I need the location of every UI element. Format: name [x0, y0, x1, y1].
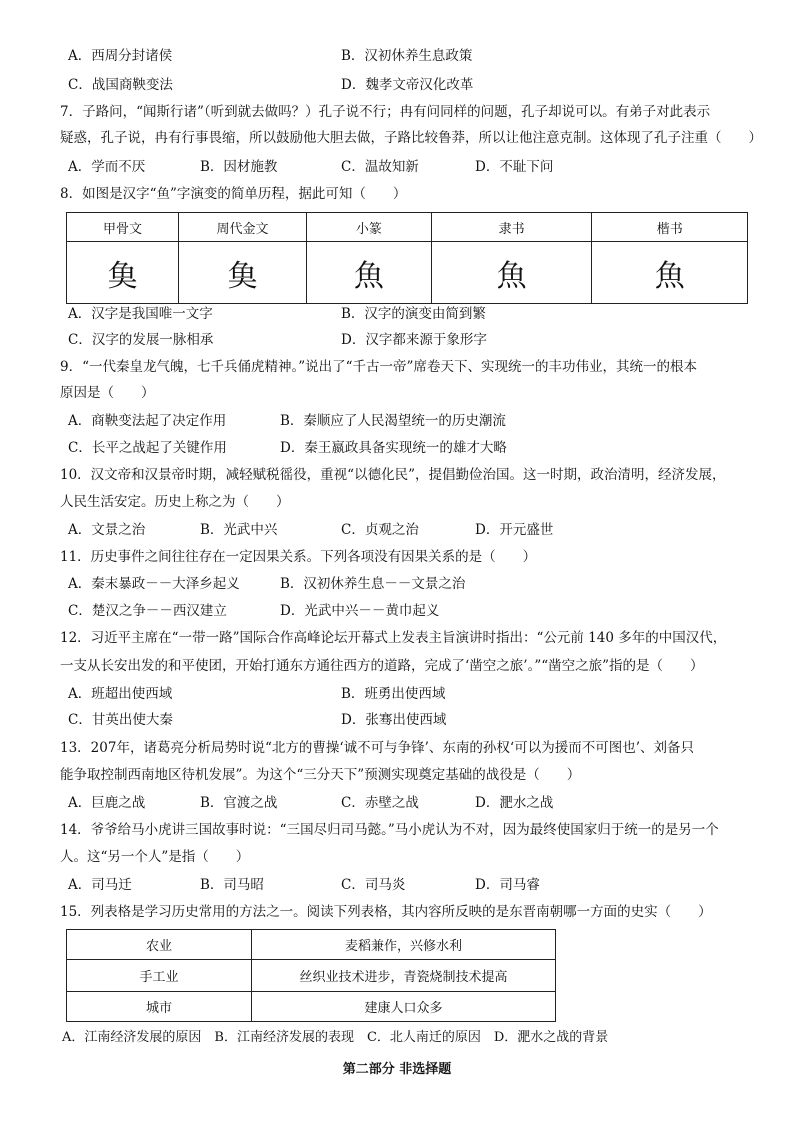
q15-row1-value: 麦稻兼作，兴修水利	[252, 930, 556, 960]
q13-stem-line2: 能争取控制西南地区待机发展”。为这个“三分天下”预测实现奠定基础的战役是（ ）	[60, 767, 581, 783]
q15-row1-label: 农业	[67, 930, 252, 960]
q15-table	[66, 929, 556, 1022]
q14-stem-line2: 人。这“另一个人”是指（ ）	[60, 849, 250, 865]
q12-stem-line2: 一支从长安出发的和平使团，开始打通东方通往西方的道路，完成了‘凿空之旅’。”“凿空之旅”指的是（ ）	[60, 658, 704, 674]
q15-row3-value: 建康人口众多	[252, 992, 556, 1022]
q11-option-b: B．汉初休养生息－－文景之治	[280, 576, 466, 592]
q6-option-c: C．战国商鞅变法	[68, 77, 173, 93]
q6-option-a: A．西周分封诸侯	[68, 48, 173, 64]
q8-header-regular: 楷书	[592, 213, 748, 242]
q6-option-b: B．汉初休养生息政策	[341, 48, 473, 64]
q8-header-oracle: 甲骨文	[67, 213, 179, 242]
q14-option-b: B．司马昭	[200, 877, 264, 893]
q8-glyph-clerical: 魚	[431, 242, 592, 304]
q7-option-c: C．温故知新	[341, 159, 419, 175]
q8-header-clerical: 隶书	[431, 213, 592, 242]
q9-option-b: B．秦顺应了人民渴望统一的历史潮流	[280, 413, 506, 429]
q7-option-d: D．不耻下问	[475, 159, 554, 175]
q8-glyph-oracle: 𩵋	[67, 242, 179, 304]
q10-option-d: D．开元盛世	[475, 522, 554, 538]
q8-option-a: A．汉字是我国唯一文字	[68, 306, 213, 322]
q10-stem-line1: 10．汉文帝和汉景帝时期，减轻赋税徭役，重视“以德化民”，提倡勤俭治国。这一时期，政治清明，经济发展，	[60, 467, 726, 483]
q12-option-b: B．班勇出使西域	[341, 686, 446, 702]
q12-option-a: A．班超出使西域	[68, 686, 173, 702]
q11-option-a: A．秦末暴政－－大泽乡起义	[68, 576, 240, 592]
q8-option-c: C．汉字的发展一脉相承	[68, 332, 214, 348]
q11-option-c: C．楚汉之争－－西汉建立	[68, 603, 227, 619]
q15-row3-label: 城市	[67, 992, 252, 1022]
q15-row2-label: 手工业	[67, 960, 252, 992]
q12-stem-line1: 12．习近平主席在“一带一路”国际合作高峰论坛开幕式上发表主旨演讲时指出：“公元前 140 多年的中国汉代，	[60, 630, 727, 646]
q15-options: A．江南经济发展的原因 B．江南经济发展的表现 C．北人南迁的原因 D．淝水之战的背景	[62, 1030, 609, 1045]
q10-option-c: C．贞观之治	[341, 522, 419, 538]
q9-option-d: D．秦王嬴政具备实现统一的雄才大略	[280, 440, 507, 456]
section-title: 第二部分 非选择题	[342, 1062, 452, 1077]
q8-glyph-regular: 魚	[592, 242, 748, 304]
q9-stem-line1: 9．“一代秦皇龙气魄，七千兵俑虎精神。”说出了“千古一帝”席卷天下、实现统一的丰功伟业，其统一的根本	[60, 359, 697, 375]
q8-header-seal: 小篆	[306, 213, 431, 242]
q7-stem-line1: 7．子路问，“闻斯行诸”（听到就去做吗？）孔子说不行；冉有问同样的问题，孔子却说可以。有弟子对此表示	[60, 104, 711, 120]
q6-option-d: D．魏孝文帝汉化改革	[341, 77, 474, 93]
q8-header-bronze: 周代金文	[179, 213, 307, 242]
q13-option-b: B．官渡之战	[200, 795, 278, 811]
q8-glyph-seal: 魚	[306, 242, 431, 304]
q8-stem: 8．如图是汉字“鱼”字演变的简单历程，据此可知（ ）	[60, 186, 407, 202]
q10-stem-line2: 人民生活安定。历史上称之为（ ）	[60, 494, 290, 510]
q11-stem: 11．历史事件之间往往存在一定因果关系。下列各项没有因果关系的是（ ）	[60, 549, 537, 565]
q14-option-d: D．司马睿	[475, 877, 540, 893]
q9-option-c: C．长平之战起了关键作用	[68, 440, 227, 456]
q14-stem-line1: 14．爷爷给马小虎讲三国故事时说：“三国尽归司马懿。”马小虎认为不对，因为最终使国家归于统一的是另一个	[60, 822, 719, 838]
q10-option-a: A．文景之治	[68, 522, 146, 538]
q7-option-b: B．因材施教	[200, 159, 278, 175]
q9-option-a: A．商鞅变法起了决定作用	[68, 413, 227, 429]
q10-option-b: B．光武中兴	[200, 522, 278, 538]
q8-option-d: D．汉字都来源于象形字	[341, 332, 487, 348]
q12-option-d: D．张骞出使西域	[341, 712, 447, 728]
q14-option-a: A．司马迁	[68, 877, 132, 893]
q13-option-d: D．淝水之战	[475, 795, 554, 811]
q11-option-d: D．光武中兴－－黄巾起义	[280, 603, 440, 619]
q9-stem-line2: 原因是（ ）	[60, 385, 155, 401]
q13-stem-line1: 13．207年，诸葛亮分析局势时说“北方的曹操‘诚不可与争锋’、东南的孙权‘可以为援而不可图也’、刘备只	[60, 740, 695, 756]
q13-option-a: A．巨鹿之战	[68, 795, 146, 811]
q8-option-b: B．汉字的演变由简到繁	[341, 306, 486, 322]
q7-stem-line2: 疑惑，孔子说，冉有行事畏缩，所以鼓励他大胆去做，子路比较鲁莽，所以让他注意克制。这体现了孔子注重（ ）	[60, 130, 762, 146]
q8-glyph-bronze: 𩵋	[179, 242, 307, 304]
q15-stem: 15．列表格是学习历史常用的方法之一。阅读下列表格，其内容所反映的是东晋南朝哪一方面的史实（ ）	[60, 904, 712, 920]
q15-row2-value: 丝织业技术进步，青瓷烧制技术提高	[252, 960, 556, 992]
q7-option-a: A．学而不厌	[68, 159, 146, 175]
q13-option-c: C．赤壁之战	[341, 795, 419, 811]
q14-option-c: C．司马炎	[341, 877, 406, 893]
q12-option-c: C．甘英出使大秦	[68, 712, 173, 728]
q8-character-table	[66, 212, 748, 304]
